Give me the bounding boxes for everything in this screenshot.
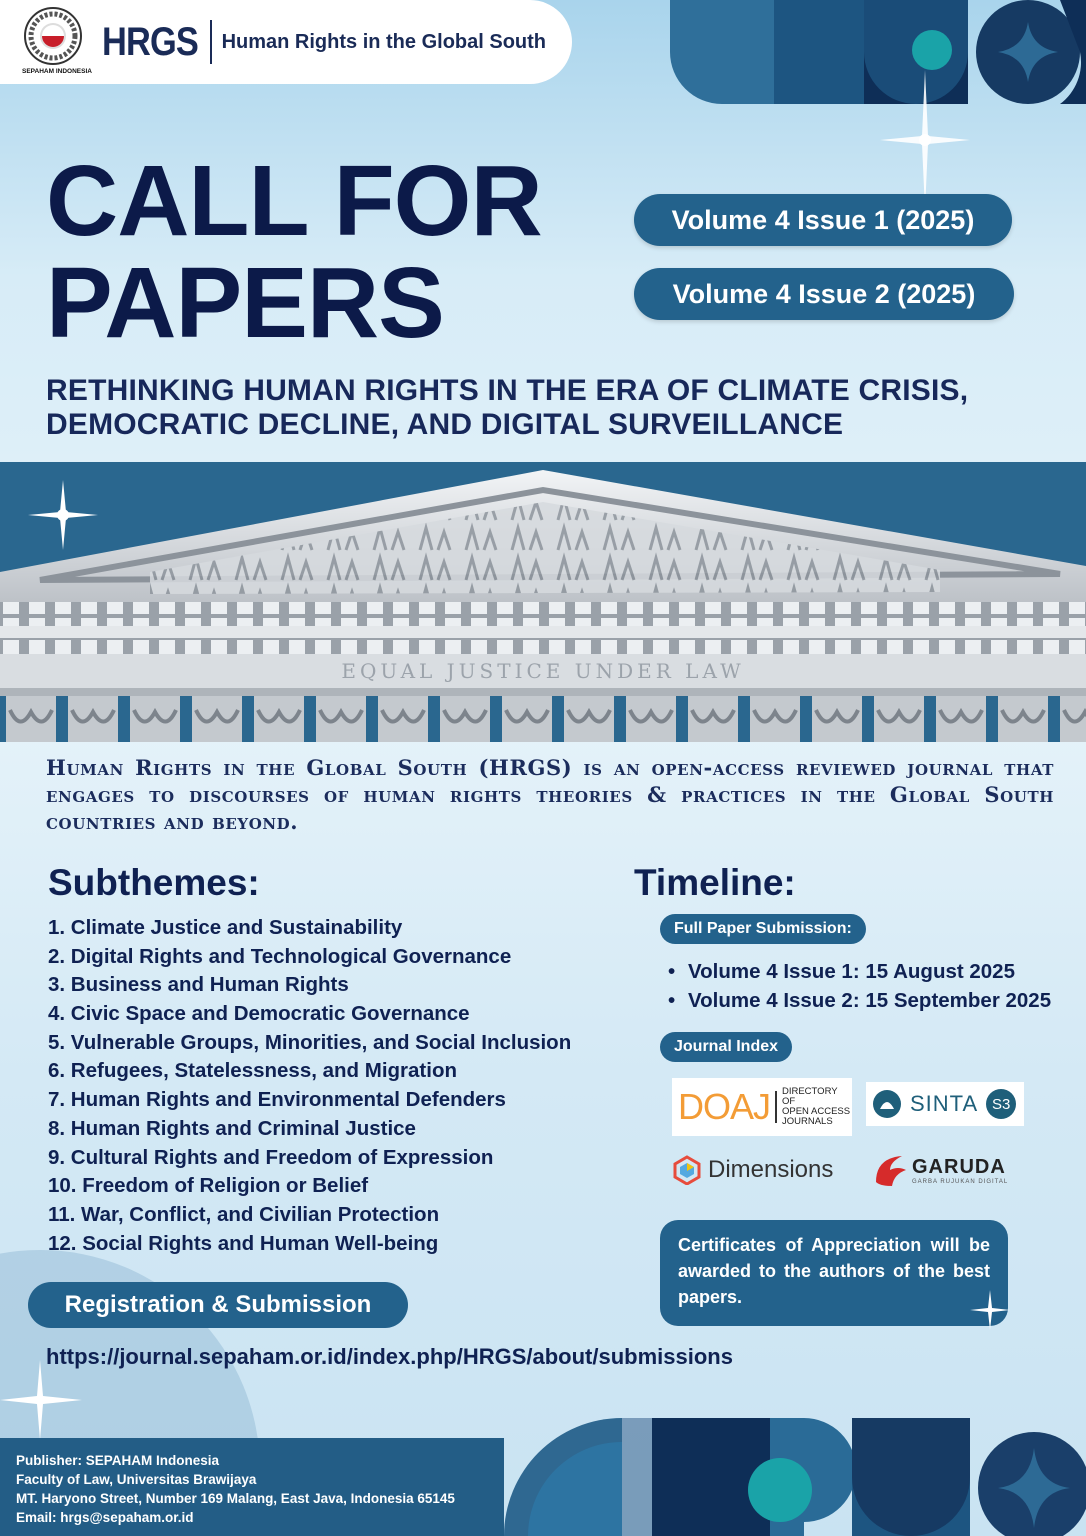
doaj-logo [672,1078,852,1136]
bottom-right-decoration [504,1418,1086,1536]
sepaham-logo [18,6,92,78]
journal-acronym: HRGS [102,19,198,64]
dimensions-logo [672,1148,848,1192]
title-line-1: CALL FOR [46,145,542,257]
sinta-logo [866,1082,1024,1126]
list-item: 9. Cultural Rights and Freedom of Expression [48,1145,494,1169]
garuda-bird-icon [872,1152,910,1188]
theme-line-1: RETHINKING HUMAN RIGHTS IN THE ERA OF CLIMATE CRISIS, [46,374,969,407]
title-line-2: PAPERS [46,247,444,359]
doaj-line-3: JOURNALS [781,1116,833,1127]
volume-badge-1: Volume 4 Issue 1 (2025) [634,194,1012,246]
doaj-line-2: OPEN ACCESS [781,1106,851,1117]
list-item: 4. Civic Space and Democratic Governance [48,1002,470,1026]
garuda-logo [872,1146,1022,1194]
sparkle-icon [28,480,98,550]
building-image [0,462,1086,742]
dimensions-name: Dimensions [708,1156,834,1183]
header-divider [210,20,212,64]
email-line: Email: hrgs@sepaham.or.id [16,1510,194,1525]
list-item: 8. Human Rights and Criminal Justice [48,1116,416,1140]
list-item: 6. Refugees, Statelessness, and Migration [48,1059,457,1083]
sparkle-icon [970,1290,1010,1330]
list-item: 3. Business and Human Rights [48,973,349,997]
address-line: MT. Haryono Street, Number 169 Malang, East Java, Indonesia 65145 [16,1491,455,1506]
list-item: • Volume 4 Issue 2: 15 September 2025 [668,987,1051,1016]
theme-heading [46,374,1076,442]
doaj-line-1: DIRECTORY OF [781,1086,838,1107]
logo-caption: SEPAHAM INDONESIA [22,68,92,75]
court-building-illustration [0,462,1086,742]
journal-description: Human Rights in the Global South (HRGS) is an open-access reviewed journal that engages to discourses of human rights theories & practices in the Global South countries and beyond. [46,755,1054,834]
theme-line-2: DEMOCRATIC DECLINE, AND DIGITAL SURVEILLANCE [46,408,844,441]
deadline-list [668,958,1051,1015]
garuda-name: GARUDA [912,1155,1006,1178]
timeline-heading: Timeline: [634,862,796,903]
list-item: 1. Climate Justice and Sustainability [48,916,403,939]
list-item: 7. Human Rights and Environmental Defenders [48,1088,506,1112]
page-title [46,145,542,359]
certificate-notice: Certificates of Appreciation will be awarded to the authors of the best papers. [660,1220,1008,1326]
list-item: 12. Social Rights and Human Well-being [48,1231,439,1255]
list-item: 5. Vulnerable Groups, Minorities, and Social Inclusion [48,1030,572,1054]
full-paper-label: Full Paper Submission: [660,914,866,944]
volume-badge-2: Volume 4 Issue 2 (2025) [634,268,1014,320]
registration-button[interactable]: Registration & Submission [28,1282,408,1328]
journal-name: Human Rights in the Global South [221,30,547,53]
sinta-emblem-icon [872,1089,902,1119]
top-right-decoration [650,0,1086,110]
publisher-footer [0,1438,504,1536]
subtheme-list [48,914,571,1258]
faculty-line: Faculty of Law, Universitas Brawijaya [16,1472,257,1487]
garuda-tagline: GARBA RUJUKAN DIGITAL [912,1178,1009,1185]
submission-link[interactable]: https://journal.sepaham.or.id/index.php/HRGS/about/submissions [46,1344,733,1369]
header-bar [0,0,572,84]
publisher-line: Publisher: SEPAHAM Indonesia [16,1453,220,1468]
list-item: 11. War, Conflict, and Civilian Protection [48,1202,440,1226]
building-inscription: EQUAL JUSTICE UNDER LAW [341,659,745,683]
subthemes-heading: Subthemes: [48,862,260,903]
list-item: 2. Digital Rights and Technological Governance [48,944,512,968]
list-item: • Volume 4 Issue 1: 15 August 2025 [668,958,1051,987]
dimensions-icon [672,1155,702,1185]
journal-index-label: Journal Index [660,1032,792,1062]
sinta-name: SINTA [910,1091,979,1116]
sinta-badge: S3 [986,1089,1016,1119]
list-item: 10. Freedom of Religion or Belief [48,1174,369,1198]
sparkle-icon [880,70,970,210]
doaj-mark: DOAJ [678,1086,771,1127]
